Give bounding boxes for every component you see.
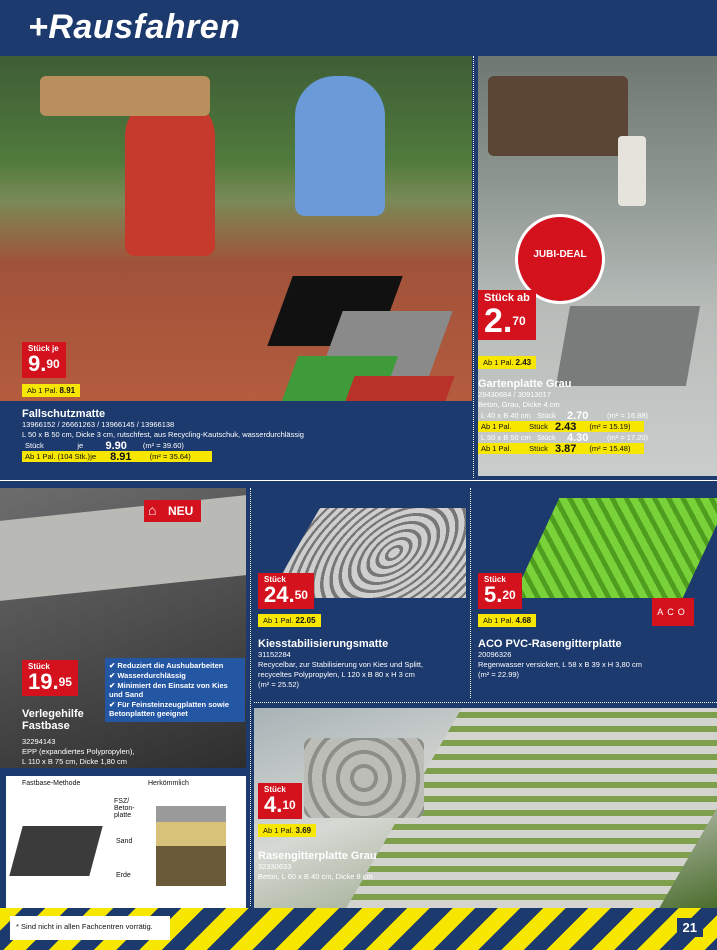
lounge-sofa-image — [488, 76, 628, 156]
product-desc: (m² = 22.99) — [478, 670, 520, 679]
fastbase-layer-image — [9, 826, 102, 876]
diagram-title-right: Herkömmlich — [148, 780, 189, 787]
aco-pal-badge: Ab 1 Pal. 4.68 — [478, 614, 536, 627]
divider — [250, 488, 251, 906]
product-title: Gartenplatte Grau — [478, 378, 572, 390]
garten-pal-badge: Ab 1 Pal. 2.43 — [478, 356, 536, 369]
price-value: 5.20 — [484, 582, 516, 607]
fastbase-desc — [22, 737, 242, 767]
garten-price-badge — [478, 290, 536, 340]
diagram-title-left: Fastbase-Methode — [22, 780, 81, 787]
page-title: +Rausfahren — [28, 8, 241, 46]
fastbase-diagram — [6, 776, 246, 908]
product-code: 20096326 — [478, 650, 512, 659]
house-icon: ⌂ — [148, 502, 157, 518]
product-desc: Beton, L 60 x B 40 cm, Dicke 8 cm — [258, 872, 373, 881]
feature-list — [105, 658, 245, 722]
neu-badge: ⌂ NEU — [144, 500, 201, 522]
price-row-pal: Ab 1 Pal. Stück 2.43 (m² = 15.19) — [478, 421, 644, 432]
product-codes: 29430684 / 30913017 — [478, 390, 551, 399]
fastbase-info — [22, 708, 112, 732]
kies-price-badge — [258, 573, 314, 609]
price-unit: Stück je — [28, 344, 59, 353]
feature-item: ✔ Minimiert den Einsatz von Kies und Sand — [109, 681, 228, 699]
divider — [254, 702, 717, 703]
fallschutz-info — [22, 408, 462, 462]
aco-logo: ACO — [652, 598, 694, 626]
feature-item: ✔ Wasserdurchlässig — [109, 671, 186, 680]
product-code: 31152284 — [258, 650, 291, 659]
price-unit: Stück — [28, 662, 50, 671]
product-desc: (m² = 25.52) — [258, 680, 300, 689]
divider — [473, 56, 474, 478]
rasen-pal-badge: Ab 1 Pal. 3.69 — [258, 824, 316, 837]
concrete-slab-image — [556, 306, 700, 386]
page-number: 21 — [677, 918, 703, 937]
price-value: 24.50 — [264, 582, 308, 607]
playground-photo — [0, 56, 472, 401]
feature-item: ✔ Für Feinsteinzeugplatten sowie Betonplatten geeignet — [109, 700, 230, 718]
product-desc: recyceltes Polypropylen, L 120 x B 80 x H 3 cm — [258, 670, 415, 679]
price-unit: Stück — [484, 575, 506, 584]
diagram-label: Sand — [116, 838, 133, 845]
lantern-image — [618, 136, 646, 206]
product-code: 32330633 — [258, 862, 292, 871]
grass-paver-block-image — [304, 738, 424, 818]
product-title: Kiesstabilisierungsmatte — [258, 638, 389, 650]
divider — [0, 480, 717, 481]
footnote: * Sind nicht in allen Fachcentren vorrätig. — [10, 916, 170, 940]
price-unit: Stück — [264, 785, 286, 794]
price-unit: Stück ab — [484, 292, 530, 304]
product-desc: L 110 x B 75 cm, Dicke 1,80 cm — [22, 757, 128, 766]
aco-info — [478, 638, 713, 680]
jubi-deal-badge: JUBI-DEAL — [515, 214, 605, 304]
conventional-layer-image — [156, 806, 226, 886]
kies-pal-badge: Ab 1 Pal. 22.05 — [258, 614, 321, 627]
garten-info — [478, 378, 713, 454]
fastbase-price-badge — [22, 660, 78, 696]
diagram-label: Erde — [116, 872, 131, 879]
product-title: Rasengitterplatte Grau — [258, 850, 377, 862]
fallschutz-price-badge — [22, 342, 66, 378]
product-title: Fastbase — [22, 720, 70, 732]
product-desc: Recycelbar, zur Stabilisierung von Kies und Splitt, — [258, 660, 424, 669]
plastic-grid-image — [513, 498, 717, 598]
product-title: ACO PVC-Rasengitterplatte — [478, 638, 622, 650]
feature-item: ✔ Reduziert die Aushubarbeiten — [109, 661, 224, 670]
product-desc: Regenwasser versickert, L 58 x B 39 x H 3,80 cm — [478, 660, 642, 669]
price-value: 4.10 — [264, 792, 296, 817]
diagram-label: FSZ/ Beton-platte — [114, 798, 135, 819]
kies-info — [258, 638, 468, 690]
product-title: Fallschutzmatte — [22, 408, 106, 420]
divider — [470, 488, 471, 698]
product-title: Verlegehilfe — [22, 708, 84, 720]
red-mat-image — [345, 376, 454, 401]
price-row-pal: Ab 1 Pal. Stück 3.87 (m² = 15.48) — [478, 443, 644, 454]
rasen-info — [258, 850, 408, 882]
bench-image — [40, 76, 210, 116]
price-value: 2.70 — [484, 302, 526, 340]
price-unit: Stück — [264, 575, 286, 584]
product-codes: 13966152 / 26661263 / 13966145 / 13966138 — [22, 420, 175, 429]
price-value: 19.95 — [28, 669, 72, 694]
tile-slab-image — [0, 495, 246, 601]
spring-rider-red-image — [125, 96, 215, 256]
price-row: L 50 x B 50 cm Stück 4.30 (m² = 17.20) — [481, 431, 649, 444]
spring-rider-blue-image — [295, 76, 385, 216]
price-row: Stück je 9.90 (m² = 39.60) — [25, 439, 184, 452]
price-row: L 40 x B 40 cm Stück 2.70 (m² = 16.88) — [481, 409, 649, 422]
product-desc: L 50 x B 50 cm, Dicke 3 cm, rutschfest, aus Recycling-Kautschuk, wasserdurchlässig — [22, 430, 304, 439]
fallschutz-pal-badge: Ab 1 Pal. 8.91 — [22, 384, 80, 397]
product-code: 32294143 — [22, 737, 56, 746]
product-desc: Beton, Grau, Dicke 4 cm — [478, 400, 560, 409]
rasen-price-badge — [258, 783, 302, 819]
product-desc: EPP (expandiertes Polypropylen), — [22, 747, 135, 756]
aco-price-badge — [478, 573, 522, 609]
price-row-pal: Ab 1 Pal. (104 Stk.) je 8.91 (m² = 35.64) — [22, 451, 212, 462]
price-value: 9.90 — [28, 351, 60, 376]
